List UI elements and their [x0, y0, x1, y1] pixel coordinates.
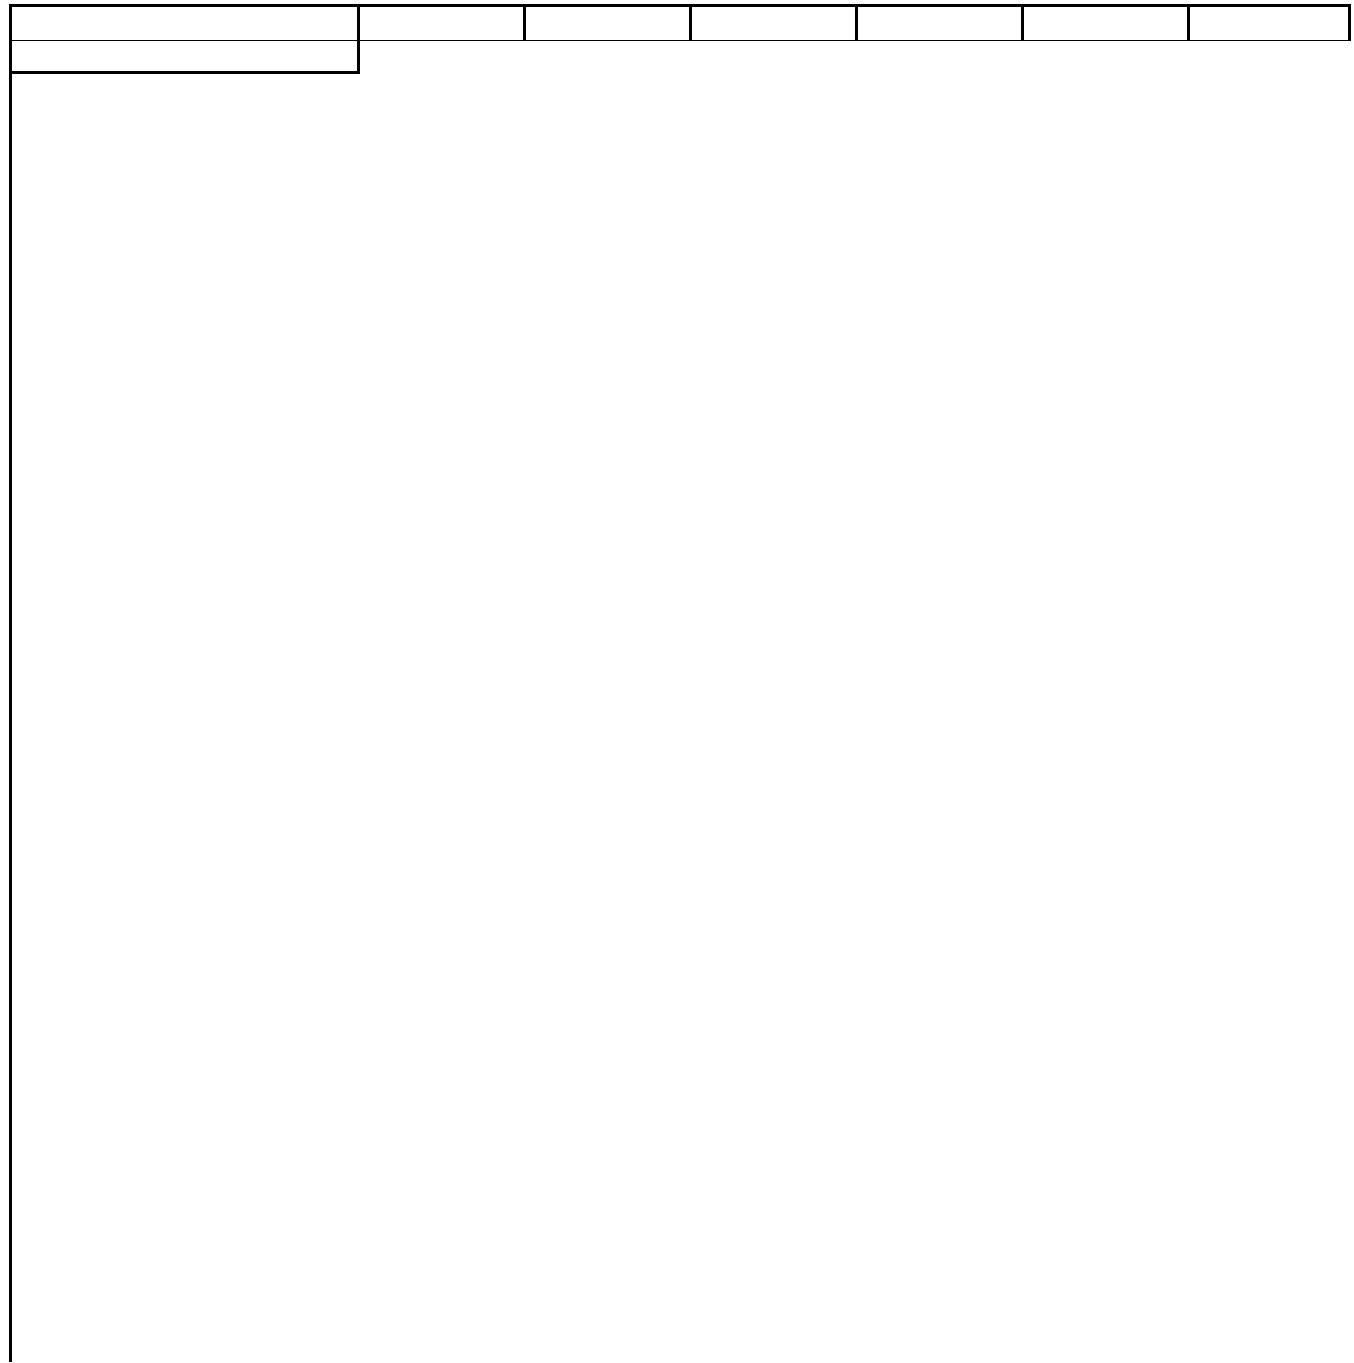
person-header-ivan [360, 7, 526, 41]
person-header-valya [858, 7, 1024, 41]
header-row-names [12, 7, 1351, 41]
person-header-lyuda [1024, 7, 1190, 41]
person-header-lika [692, 7, 858, 41]
header-row-subcolumns [12, 41, 1351, 75]
indicator-header-cell [12, 7, 360, 41]
data-table [9, 4, 1351, 1362]
date-cell [12, 41, 360, 75]
person-header-katya [526, 7, 692, 41]
person-header-toma [1190, 7, 1351, 41]
